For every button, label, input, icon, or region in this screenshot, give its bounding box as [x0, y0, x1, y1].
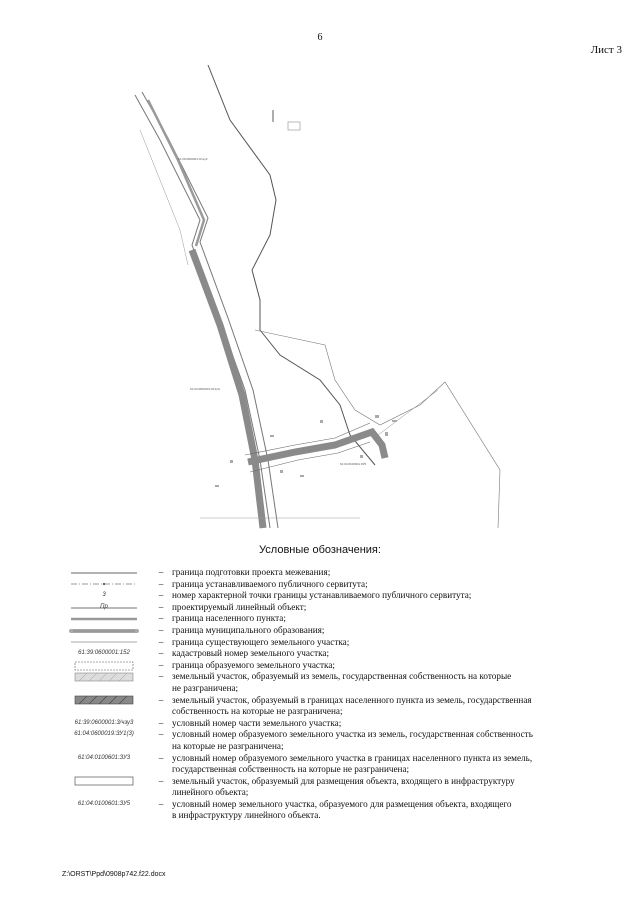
legend-text: не разграничена; — [172, 682, 239, 693]
legend-symbol — [58, 579, 150, 591]
legend-symbol — [58, 660, 150, 672]
legend-dash: – — [158, 624, 164, 635]
map-scale-box — [288, 122, 300, 130]
legend-symbol — [58, 741, 150, 753]
legend-item — [58, 729, 618, 741]
legend-symbol — [58, 706, 150, 718]
legend-dash: – — [158, 752, 164, 763]
parcel-boundary-west — [140, 130, 188, 265]
legend — [58, 567, 618, 822]
legend-text: условный номер образуемого земельного участка в границах населенного пункта из земель, — [172, 752, 533, 763]
legend-item-continuation — [58, 764, 618, 776]
legend-text: собственность на которые не разграничена; — [172, 706, 343, 717]
sheet-label: Лист 3 — [590, 44, 622, 56]
legend-text: номер характерной точки границы устанавливаемого публичного сервитута; — [172, 590, 472, 601]
file-path-footer: Z:\ORST\Ppd\0908p742.f22.docx — [62, 871, 166, 878]
legend-text: проектируемый линейный объект; — [172, 601, 307, 612]
legend-dash: – — [158, 717, 164, 728]
legend-item-continuation — [58, 741, 618, 753]
legend-item — [58, 613, 618, 625]
legend-symbol-code: 61:39:0600001:152 — [78, 650, 130, 657]
legend-text: граница устанавливаемого публичного сервитута; — [172, 578, 368, 589]
cadastral-map — [120, 60, 520, 530]
legend-item — [58, 648, 618, 660]
legend-item-continuation — [58, 810, 618, 822]
legend-text: государственная собственность на которые не разграничена; — [172, 764, 410, 775]
legend-dash: – — [158, 694, 164, 705]
legend-symbol-code: 3 — [102, 592, 106, 599]
legend-dash: – — [158, 775, 164, 786]
legend-item — [58, 602, 618, 614]
legend-symbol — [58, 567, 150, 579]
legend-symbol — [58, 625, 150, 637]
legend-text: граница населенного пункта; — [172, 613, 286, 624]
legend-symbol — [58, 776, 150, 788]
legend-symbol — [58, 637, 150, 649]
legend-text: условный номер земельного участка, образуемого для размещения объекта, входящего — [172, 798, 512, 809]
legend-text: земельный участок, образуемый для размещения объекта, входящего в инфраструктуру — [172, 775, 515, 786]
legend-symbol — [58, 590, 150, 602]
legend-text: линейного объекта; — [172, 787, 249, 798]
legend-item — [58, 590, 618, 602]
legend-title: Условные обозначения: — [259, 544, 381, 556]
legend-dash: – — [158, 567, 164, 577]
legend-item — [58, 567, 618, 579]
legend-dash: – — [158, 578, 164, 589]
legend-text: граница образуемого земельного участка; — [172, 659, 335, 670]
legend-dash: – — [158, 590, 164, 601]
legend-symbol — [58, 799, 150, 811]
legend-symbol — [58, 718, 150, 730]
legend-symbol-code: 61:04:0100601:ЗУ5 — [77, 800, 131, 807]
map-label-3: 61:04:0100601:ЗУ5 — [340, 462, 367, 466]
legend-symbol — [58, 695, 150, 707]
legend-dash: – — [158, 601, 164, 612]
legend-symbol — [58, 753, 150, 765]
parcel-boundary-right — [255, 330, 500, 528]
legend-item — [58, 695, 618, 707]
parcel-boundary-ne — [378, 390, 438, 435]
legend-item — [58, 753, 618, 765]
legend-dash: – — [158, 659, 164, 670]
legend-dash: – — [158, 636, 164, 647]
map-label-1: 61:39:0600001:3/чзу3 — [178, 157, 208, 161]
legend-symbol-code: Пр — [100, 603, 108, 610]
map-label-2: 61:04:0600019:ЗУ1(3) — [190, 387, 220, 391]
legend-symbol — [58, 787, 150, 799]
legend-item — [58, 637, 618, 649]
legend-symbol — [58, 613, 150, 625]
legend-item — [58, 718, 618, 730]
legend-item — [58, 579, 618, 591]
projected-road-branch — [248, 432, 385, 462]
legend-text: земельный участок, образуемый из земель, государственная собственность на которые — [172, 671, 512, 682]
legend-symbol-code: 61:39:0600001:3/чзу3 — [74, 719, 134, 726]
legend-item — [58, 660, 618, 672]
legend-text: земельный участок, образуемый в границах населенного пункта из земель, государственная — [172, 694, 532, 705]
legend-item — [58, 671, 618, 683]
legend-item — [58, 776, 618, 788]
legend-text: граница подготовки проекта межевания; — [172, 567, 331, 577]
legend-text: условный номер части земельного участка; — [172, 717, 342, 728]
legend-item-continuation — [58, 683, 618, 695]
legend-dash: – — [158, 613, 164, 624]
legend-dash: – — [158, 798, 164, 809]
legend-symbol — [58, 729, 150, 741]
legend-dash: – — [158, 729, 164, 740]
legend-item — [58, 799, 618, 811]
legend-item-continuation — [58, 787, 618, 799]
legend-symbol — [58, 602, 150, 614]
legend-symbol — [58, 764, 150, 776]
legend-symbol-code: 61:04:0600019:ЗУ1(3) — [74, 731, 134, 738]
legend-text: на которые не разграничена; — [172, 740, 284, 751]
legend-text: условный номер образуемого земельного участка из земель, государственная собственность — [172, 729, 533, 740]
legend-symbol — [58, 671, 150, 683]
legend-text: граница муниципального образования; — [172, 624, 325, 635]
legend-symbol — [58, 648, 150, 660]
page-number: 6 — [317, 32, 323, 43]
legend-dash: – — [158, 671, 164, 682]
legend-dash: – — [158, 648, 164, 659]
legend-text: граница существующего земельного участка; — [172, 636, 350, 647]
legend-item — [58, 625, 618, 637]
legend-text: в инфраструктуру линейного объекта. — [172, 810, 321, 821]
legend-symbol — [58, 683, 150, 695]
legend-symbol — [58, 810, 150, 822]
legend-item-continuation — [58, 706, 618, 718]
parcel-boundary-east — [208, 65, 375, 465]
legend-symbol-code: 61:04:0100601:ЗУ3 — [77, 754, 131, 761]
legend-text: кадастровый номер земельного участка; — [172, 648, 330, 659]
